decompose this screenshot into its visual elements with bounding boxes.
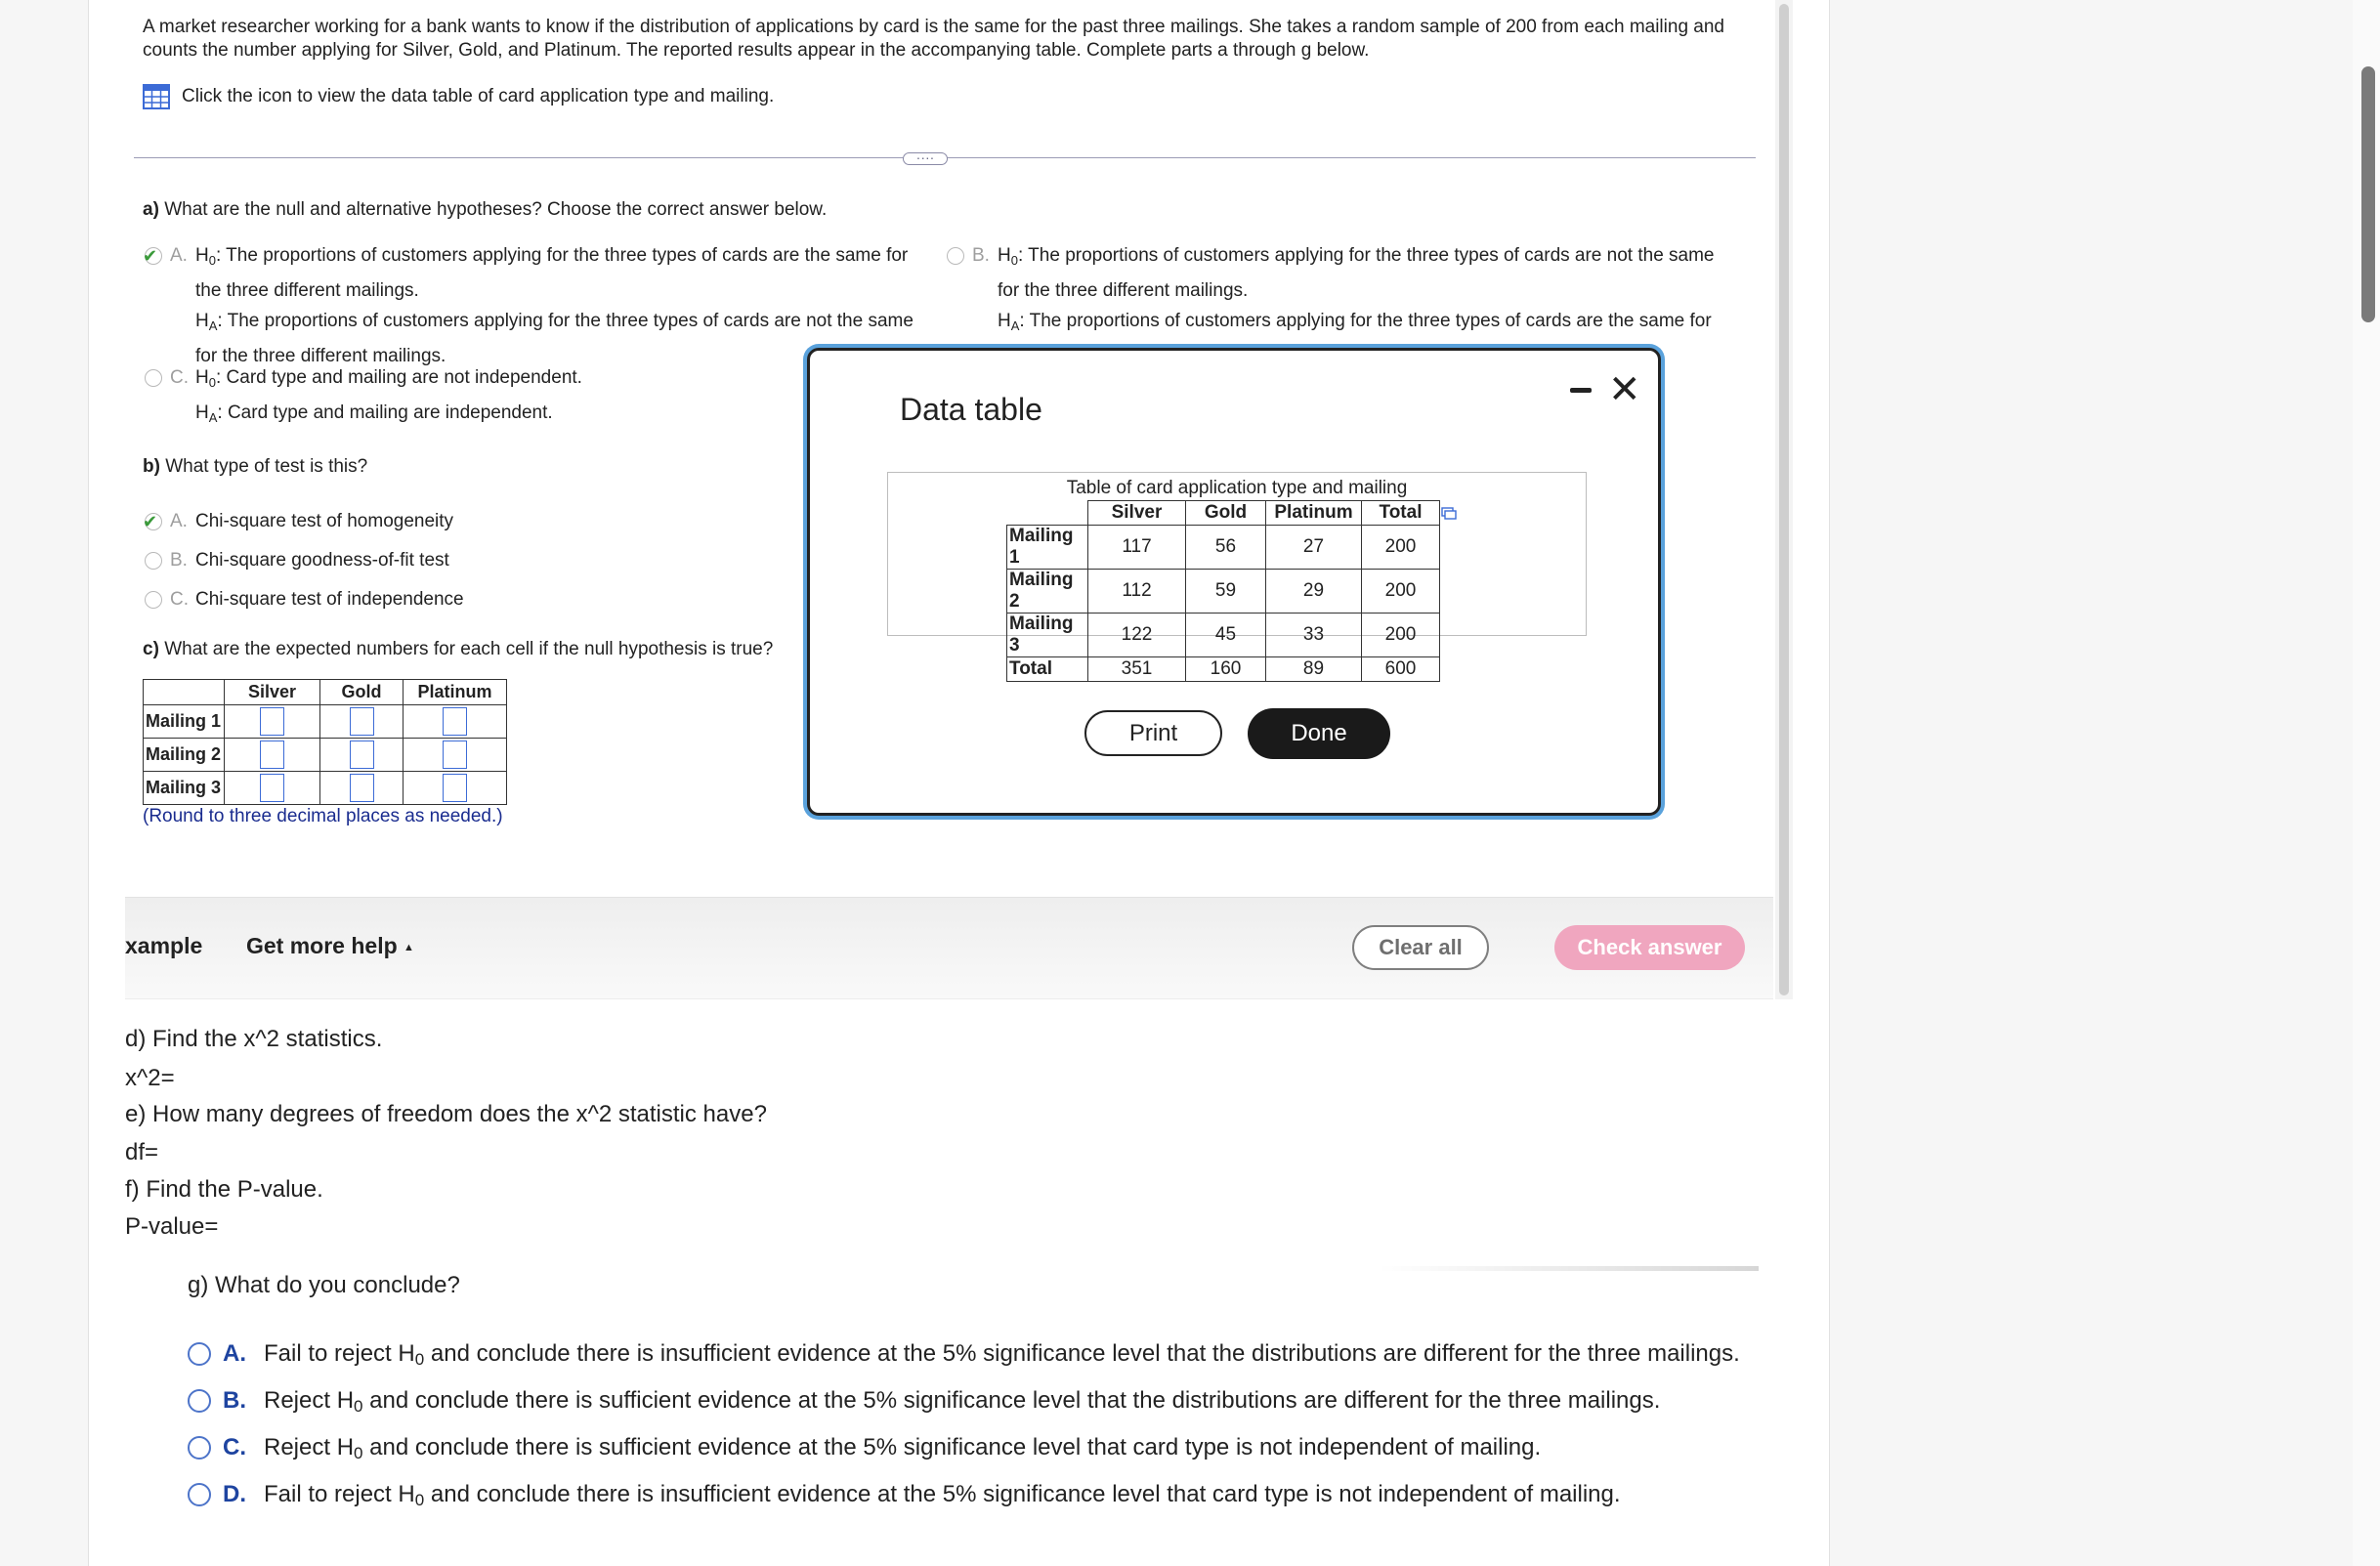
option-letter: A. [170,511,188,531]
copy-to-spreadsheet-icon[interactable] [1441,507,1457,521]
get-more-help-button[interactable] [246,933,414,959]
part-a-question [143,198,827,222]
radio-button[interactable] [188,1483,211,1506]
part-g-option-a[interactable] [188,1339,1740,1375]
h0-symbol: H [998,245,1011,266]
dialog-title: Data table [900,392,1042,427]
expand-handle[interactable]: ···· [903,152,948,165]
answer-input[interactable] [350,741,374,769]
table-cell: 112 [1088,570,1186,614]
ha-symbol: H [195,402,209,423]
part-g-question: g) What do you conclude? [188,1272,460,1298]
column-header: Silver [225,680,320,705]
radio-button[interactable] [145,552,162,570]
h0-symbol: H [398,1340,415,1367]
answer-input[interactable] [350,774,374,802]
radio-button[interactable] [188,1342,211,1366]
table-cell: 122 [1088,614,1186,657]
view-example-button[interactable]: xample [125,933,203,958]
option-text-pre: Fail to reject [264,1340,399,1367]
part-g-option-b[interactable] [188,1386,1660,1421]
data-table-link-text[interactable]: Click the icon to view the data table of card application type and mailing. [182,86,775,106]
column-header: Gold [320,680,404,705]
corner-cell [144,680,225,705]
answer-input[interactable] [260,707,284,736]
table-cell: 200 [1362,570,1440,614]
part-c-text: What are the expected numbers for each cell if the null hypothesis is true? [164,639,774,659]
table-cell: 200 [1362,526,1440,570]
option-a-ha-text: : The proportions of customers applying for the three types of cards are not the same for the three different mailings. [195,311,914,366]
checkmark-icon: ✔ [143,512,158,531]
row-header: Mailing 2 [144,739,225,772]
part-a-text: What are the null and alternative hypotheses? Choose the correct answer below. [164,199,828,220]
part-c-label: c) [143,639,159,659]
row-header: Mailing 3 [1007,614,1088,657]
option-text-post: and conclude there is insufficient evidence at the 5% significance level that card type is not independent of mailing. [424,1481,1621,1507]
option-text-post: and conclude there is sufficient evidence at the 5% significance level that the distributions are different for the three mailings. [362,1387,1661,1414]
answer-input[interactable] [443,741,467,769]
answer-input[interactable] [443,774,467,802]
option-text-pre: Reject [264,1434,337,1460]
part-d-answer-label: x^2= [125,1065,175,1091]
ha-symbol: H [195,311,209,331]
option-text: Chi-square goodness-of-fit test [195,550,449,571]
option-text: Chi-square test of homogeneity [195,511,454,531]
h0-symbol: H [336,1387,355,1414]
clear-all-button[interactable]: Clear all [1352,925,1489,970]
row-header: Mailing 2 [1007,570,1088,614]
part-e-answer-label: df= [125,1139,159,1165]
get-more-help-label[interactable]: Get more help [246,933,398,958]
table-cell: 45 [1186,614,1266,657]
page-scrollbar-thumb[interactable] [2361,66,2375,322]
page-scrollbar[interactable] [2353,0,2380,1566]
row-header: Mailing 1 [1007,526,1088,570]
option-letter: B. [223,1387,246,1414]
column-header: Platinum [1266,501,1362,526]
option-letter: A. [223,1340,246,1367]
option-text-post: and conclude there is insufficient evidence at the 5% significance level that the distributions are different for the three mailings. [424,1340,1740,1367]
row-header: Mailing 3 [144,772,225,805]
column-header: Total [1362,501,1440,526]
option-c-h0-text: : Card type and mailing are not independent. [215,367,582,388]
part-f-question: f) Find the P-value. [125,1176,323,1203]
check-answer-button[interactable]: Check answer [1554,925,1745,970]
option-letter: C. [170,367,189,388]
rounding-note: (Round to three decimal places as needed.) [143,806,503,826]
radio-button[interactable] [188,1389,211,1413]
option-b-ha-text: : The proportions of customers applying for the three types of cards are the same for [1019,311,1712,331]
part-b-label: b) [143,456,160,477]
table-cell: 89 [1266,657,1362,682]
part-c-question [143,638,773,661]
column-header: Platinum [404,680,507,705]
h0-symbol: H [195,367,209,388]
row-header: Mailing 1 [144,705,225,739]
answer-input[interactable] [260,741,284,769]
checkmark-icon: ✔ [143,246,158,266]
row-header: Total [1007,657,1088,682]
part-g-option-d[interactable] [188,1480,1621,1515]
option-text-pre: Fail to reject [264,1481,399,1507]
part-a-label: a) [143,199,159,220]
column-header: Silver [1088,501,1186,526]
radio-button[interactable] [145,591,162,609]
option-c-ha-text: : Card type and mailing are independent. [217,402,553,423]
h0-subscript: 0 [1010,253,1018,268]
option-letter: C. [223,1434,246,1460]
option-a-h0-text: : The proportions of customers applying for the three types of cards are the same for the three different mailings. [195,245,909,301]
table-cell: 351 [1088,657,1186,682]
part-e-question: e) How many degrees of freedom does the x^2 statistic have? [125,1101,767,1127]
section-shadow [1378,1266,1759,1271]
option-text: Chi-square test of independence [195,589,464,610]
data-table-dialog [807,348,1661,816]
print-button[interactable]: Print [1084,710,1222,756]
problem-statement: A market researcher working for a bank wants to know if the distribution of applications by card is the same for the past three mailings. She takes a random sample of 200 from each mailing and counts the number applying for Silver, Gold, and Platinum. The reported results appear in the accompanying table. Complete parts a through g below. [143,17,1724,61]
card-application-table [1006,500,1440,682]
table-cell: 33 [1266,614,1362,657]
radio-button[interactable] [145,369,162,387]
answer-input[interactable] [350,707,374,736]
table-cell: 59 [1186,570,1266,614]
data-table-icon[interactable] [143,84,170,109]
option-letter: A. [170,245,188,266]
answer-input[interactable] [443,707,467,736]
table-cell: 56 [1186,526,1266,570]
h0-subscript: 0 [208,375,216,390]
ha-subscript: A [1010,318,1020,333]
option-letter: D. [223,1481,246,1507]
table-cell: 160 [1186,657,1266,682]
done-button[interactable]: Done [1248,708,1390,759]
option-letter: C. [170,589,189,610]
answer-input[interactable] [260,774,284,802]
part-d-question: d) Find the x^2 statistics. [125,1026,383,1052]
radio-button[interactable] [145,513,162,530]
part-g-option-c[interactable] [188,1433,1541,1468]
ha-subscript: A [208,410,218,425]
h0-symbol: H [398,1481,415,1507]
h0-subscript: 0 [414,1491,425,1509]
part-b-option-b[interactable] [145,545,449,575]
radio-button[interactable] [947,247,964,265]
option-text-post: and conclude there is sufficient evidence at the 5% significance level that card type is not independent of mailing. [362,1434,1542,1460]
table-cell: 27 [1266,526,1362,570]
radio-button[interactable] [145,247,162,265]
part-f-answer-label: P-value= [125,1213,219,1240]
data-table-caption: Table of card application type and mailing [1066,478,1408,498]
h0-subscript: 0 [354,1444,363,1462]
h0-symbol: H [195,245,209,266]
table-cell: 600 [1362,657,1440,682]
part-b-text: What type of test is this? [165,456,368,477]
column-header: Gold [1186,501,1266,526]
table-cell: 29 [1266,570,1362,614]
ha-symbol: H [998,311,1011,331]
part-b-question [143,455,367,479]
question-scrollbar-thumb[interactable] [1779,4,1789,995]
option-b-h0-text: : The proportions of customers applying for the three types of cards are not the same for the three different mailings. [998,245,1715,301]
h0-subscript: 0 [208,253,216,268]
table-cell: 200 [1362,614,1440,657]
h0-subscript: 0 [414,1350,425,1369]
option-text-pre: Reject [264,1387,337,1414]
ha-subscript: A [208,318,218,333]
question-scrollbar[interactable] [1775,0,1793,999]
data-table-link[interactable] [143,84,774,109]
radio-button[interactable] [188,1436,211,1460]
option-letter: B. [170,550,188,571]
table-cell: 117 [1088,526,1186,570]
caret-up-icon: ▲ [404,942,414,953]
h0-symbol: H [336,1434,355,1460]
expected-counts-table [143,679,507,805]
part-b-option-a[interactable] [145,506,453,536]
corner-cell [1007,501,1088,526]
minimize-icon[interactable] [1570,388,1592,393]
option-letter: B. [972,245,990,266]
close-icon[interactable]: ✕ [1608,368,1641,411]
part-b-option-c[interactable] [145,584,464,614]
h0-subscript: 0 [354,1397,363,1416]
